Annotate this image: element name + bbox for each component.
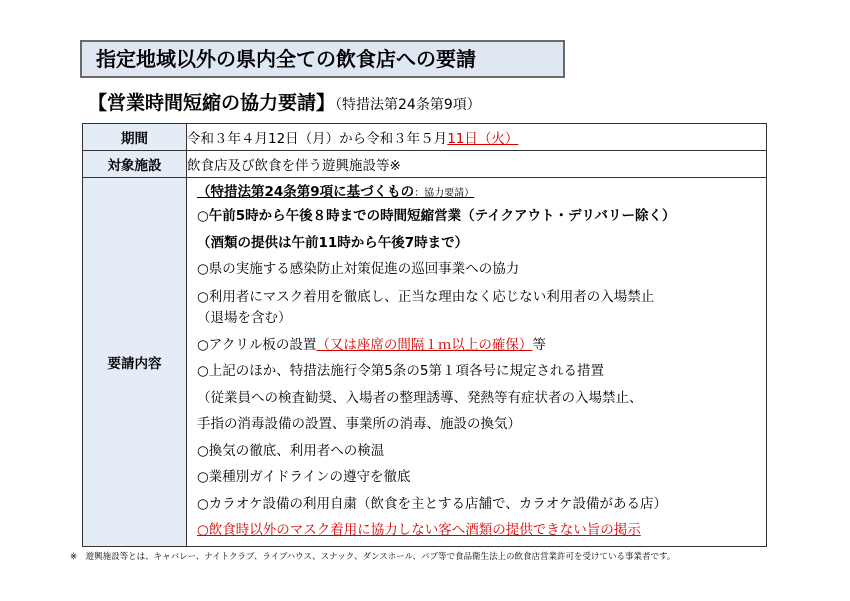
requests-label: 要請内容 <box>83 178 187 547</box>
list-item: （退場を含む） <box>197 309 292 326</box>
subtitle-main: 【営業時間短縮の協力要請】 <box>88 92 336 114</box>
list-item: ○午前5時から午後８時までの時間短縮営業（テイクアウト・デリバリー除く） <box>197 208 676 224</box>
list-item: ○業種別ガイドラインの遵守を徹底 <box>197 469 411 485</box>
subtitle <box>88 90 481 118</box>
list-item <box>197 332 766 359</box>
list-item: ○利用者にマスク着用を徹底し、正当な理由なく応じない利用者の入場禁止 <box>197 288 655 305</box>
acrylic-suffix: 等 <box>532 336 546 353</box>
acrylic-alt-text: （又は座席の間隔１ｍ以上の確保） <box>316 336 533 353</box>
requests-header <box>197 181 766 203</box>
requests-row <box>83 178 767 547</box>
period-value <box>187 124 767 151</box>
period-label: 期間 <box>83 124 187 151</box>
requests-content <box>187 178 767 547</box>
facilities-value: 飲食店及び飲食を伴う遊興施設等※ <box>187 151 767 178</box>
list-item: （酒類の提供は午前11時から午後7時まで） <box>197 234 469 251</box>
list-item-emphasis: ○飲食時以外のマスク着用に協力しない客へ酒類の提供できない旨の掲示 <box>197 522 641 538</box>
list-item: ○上記のほか、特措法施行令第5条の5第１項各号に規定される措置 <box>197 363 604 379</box>
list-item: ○カラオケ設備の利用自粛（飲食を主とする店舗で、カラオケ設備がある店） <box>197 495 667 512</box>
requests-header-main: （特措法第24条第9項に基づくもの <box>197 184 415 200</box>
list-item: （従業員への検査勧奨、入場者の整理誘導、発熱等有症状者の入場禁止、 <box>197 389 643 406</box>
list-item: ○換気の徹底、利用者への検温 <box>197 442 385 459</box>
list-item: 手指の消毒設備の設置、事業所の消毒、施設の換気） <box>197 416 521 432</box>
facilities-row <box>83 151 767 178</box>
facilities-label: 対象施設 <box>83 151 187 178</box>
period-row <box>83 124 767 151</box>
footnote: ※ 遊興施設等とは、キャバレー、ナイトクラブ、ライブハウス、スナック、ダンスホール、バブ等で食品衛生法上の飲食店営業許可を受けている事業者です。 <box>70 552 676 562</box>
acrylic-text: ○アクリル板の設置 <box>197 336 317 353</box>
period-value-start: 令和３年４月12日（月）から令和３年５月 <box>187 131 448 147</box>
list-item: ○県の実施する感染防止対策促進の巡回事業への協力 <box>197 261 520 277</box>
period-value-end: 11日（火） <box>447 131 519 147</box>
subtitle-law-note: （特措法第24条第9項） <box>335 97 481 113</box>
requests-header-sub: ：協力要請） <box>414 188 475 199</box>
page-title: 指定地域以外の県内全ての飲食店への要請 <box>80 40 565 78</box>
request-table <box>82 123 767 547</box>
